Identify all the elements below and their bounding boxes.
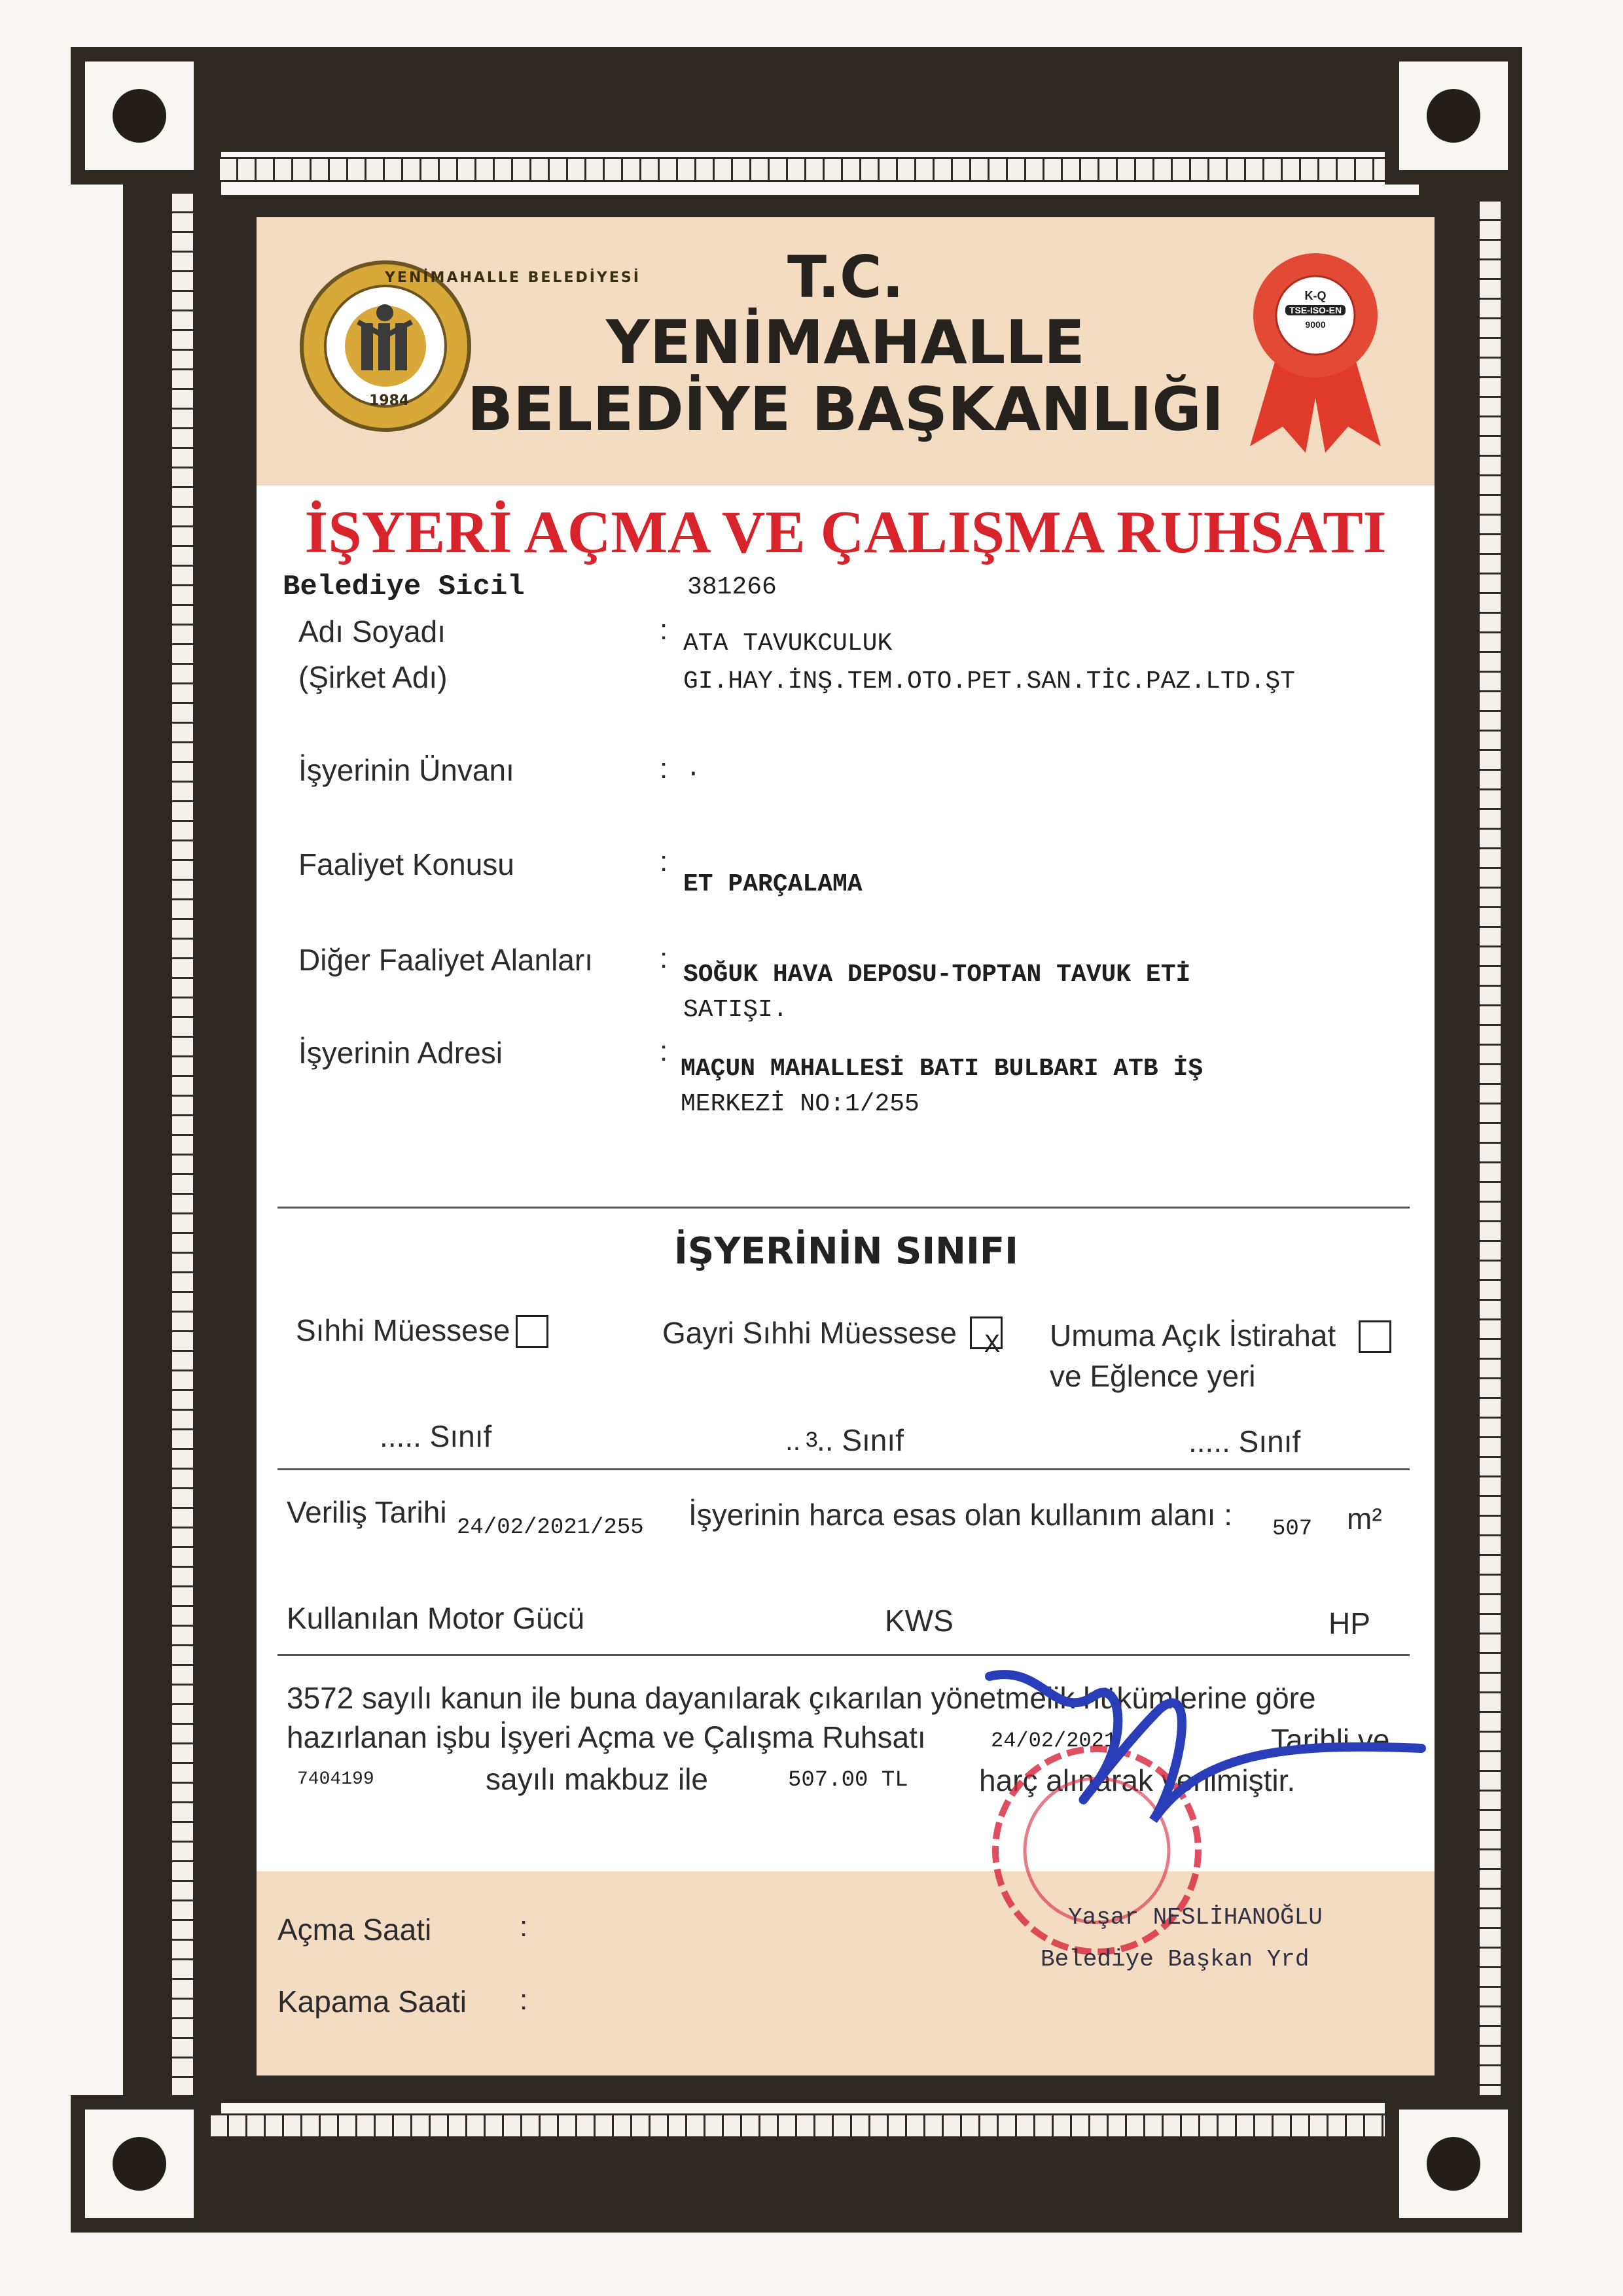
ribbon-number: 9000	[1305, 319, 1326, 330]
gayri-sihhi-class-value: 3	[805, 1429, 819, 1454]
footer-band	[257, 1871, 1435, 2075]
corner-ornament-bottom-right	[1385, 2095, 1522, 2233]
legal-line2-a: hazırlanan işbu İşyeri Açma ve Çalışma Ruhsatı	[287, 1720, 926, 1754]
address-value-line1: MAÇUN MAHALLESİ BATI BULBARI ATB İŞ	[681, 1055, 1204, 1083]
umuma-acik-label-line1: Umuma Açık İstirahat	[1050, 1318, 1336, 1352]
name-value-line2: GI.HAY.İNŞ.TEM.OTO.PET.SAN.TİC.PAZ.LTD.ŞT	[683, 667, 1295, 696]
legal-line3-b: harç alınarak verilmiştir.	[979, 1763, 1296, 1797]
address-label: İşyerinin Adresi	[298, 1036, 503, 1070]
bottom-ruler-border	[207, 2113, 1450, 2138]
usage-area-unit: m²	[1347, 1502, 1382, 1536]
certificate-panel	[257, 217, 1435, 2075]
header-office: BELEDİYE BAŞKANLIĞI	[467, 374, 1224, 444]
corner-ornament-bottom-left	[71, 2095, 208, 2233]
gayri-sihhi-label: Gayri Sıhhi Müessese	[662, 1316, 957, 1350]
activity-colon: :	[660, 845, 668, 877]
unvan-colon: :	[660, 752, 668, 785]
divider	[277, 1207, 1410, 1209]
frame-top-band	[71, 47, 1522, 152]
class-section-title: İŞYERİNİN SINIFI	[674, 1230, 1018, 1273]
kws-label: KWS	[885, 1604, 954, 1638]
usage-area-value: 507	[1272, 1517, 1313, 1542]
umuma-acik-label-line2: ve Eğlence yeri	[1050, 1359, 1256, 1393]
address-colon: :	[660, 1035, 668, 1067]
motor-power-label: Kullanılan Motor Gücü	[287, 1601, 585, 1635]
right-ruler-border	[1478, 198, 1503, 2108]
closing-hour-colon: :	[520, 1984, 528, 2016]
quality-ribbon-icon	[1243, 250, 1387, 459]
umuma-acik-checkbox	[1359, 1320, 1391, 1353]
sicil-value: 381266	[687, 573, 777, 601]
sihhi-label: Sıhhi Müessese	[296, 1313, 510, 1347]
sihhi-class: ..... Sınıf	[380, 1419, 492, 1453]
address-value-line2: MERKEZİ NO:1/255	[681, 1090, 919, 1118]
closing-hour-label: Kapama Saati	[277, 1985, 467, 2019]
company-name-label: (Şirket Adı)	[298, 660, 448, 694]
unvan-label: İşyerinin Ünvanı	[298, 753, 514, 787]
signer-title: Belediye Başkan Yrd	[1041, 1946, 1310, 1973]
activity-value: ET PARÇALAMA	[683, 870, 863, 898]
ribbon-text: TSE-ISO-EN	[1285, 305, 1346, 315]
gayri-sihhi-mark: X	[984, 1331, 1001, 1360]
hp-label: HP	[1329, 1606, 1370, 1640]
legal-line2-b: Tarihli ve	[1271, 1723, 1390, 1757]
gayri-sihhi-class-prefix: ..	[785, 1425, 801, 1456]
umuma-acik-class: ..... Sınıf	[1188, 1424, 1301, 1458]
legal-line3-a: sayılı makbuz ile	[486, 1762, 709, 1796]
divider	[277, 1468, 1410, 1470]
other-activity-value-line2: SATIŞI.	[683, 996, 788, 1024]
legal-line1: 3572 sayılı kanun ile buna dayanılarak çıkarılan yönetmelik hükümlerine göre	[287, 1681, 1316, 1715]
seal-year: 1984	[369, 393, 410, 409]
signer-name: Yaşar NESLİHANOĞLU	[1068, 1904, 1323, 1931]
issue-date-value: 24/02/2021/255	[457, 1515, 644, 1540]
frame-bottom-band	[71, 2128, 1522, 2233]
name-value-line1: ATA TAVUKCULUK	[683, 629, 893, 658]
other-activity-label: Diğer Faaliyet Alanları	[298, 943, 593, 977]
ribbon-top-text: K-Q	[1304, 289, 1327, 302]
corner-ornament-top-right	[1385, 47, 1522, 185]
other-activity-colon: :	[660, 942, 668, 974]
left-ruler-border	[170, 190, 195, 2107]
header-tc: T.C.	[787, 243, 904, 311]
sicil-label: Belediye Sicil	[283, 571, 525, 603]
header-municipality: YENİMAHALLE	[606, 308, 1085, 378]
legal-date: 24/02/2021	[991, 1729, 1117, 1753]
seal-text: YENİMAHALLE BELEDİYESİ	[385, 270, 641, 286]
usage-area-label: İşyerinin harca esas olan kullanım alanı :	[688, 1498, 1232, 1532]
gayri-sihhi-class-suffix: .. Sınıf	[817, 1423, 904, 1457]
top-ruler-border	[216, 157, 1433, 182]
document-title: İŞYERİ AÇMA VE ÇALIŞMA RUHSATI	[304, 499, 1387, 565]
signature-icon	[963, 1650, 1435, 1886]
corner-ornament-top-left	[71, 47, 208, 185]
fee-amount: 507.00 TL	[788, 1768, 908, 1793]
name-colon: :	[660, 614, 668, 646]
receipt-number: 7404199	[297, 1769, 374, 1790]
opening-hour-colon: :	[520, 1911, 528, 1943]
issue-date-label: Veriliş Tarihi	[287, 1495, 447, 1529]
sihhi-checkbox	[516, 1315, 548, 1348]
name-label: Adı Soyadı	[298, 614, 446, 648]
other-activity-value-line1: SOĞUK HAVA DEPOSU-TOPTAN TAVUK ETİ	[683, 961, 1191, 989]
unvan-value: .	[686, 755, 701, 783]
opening-hour-label: Açma Saati	[277, 1913, 432, 1947]
activity-label: Faaliyet Konusu	[298, 847, 514, 881]
